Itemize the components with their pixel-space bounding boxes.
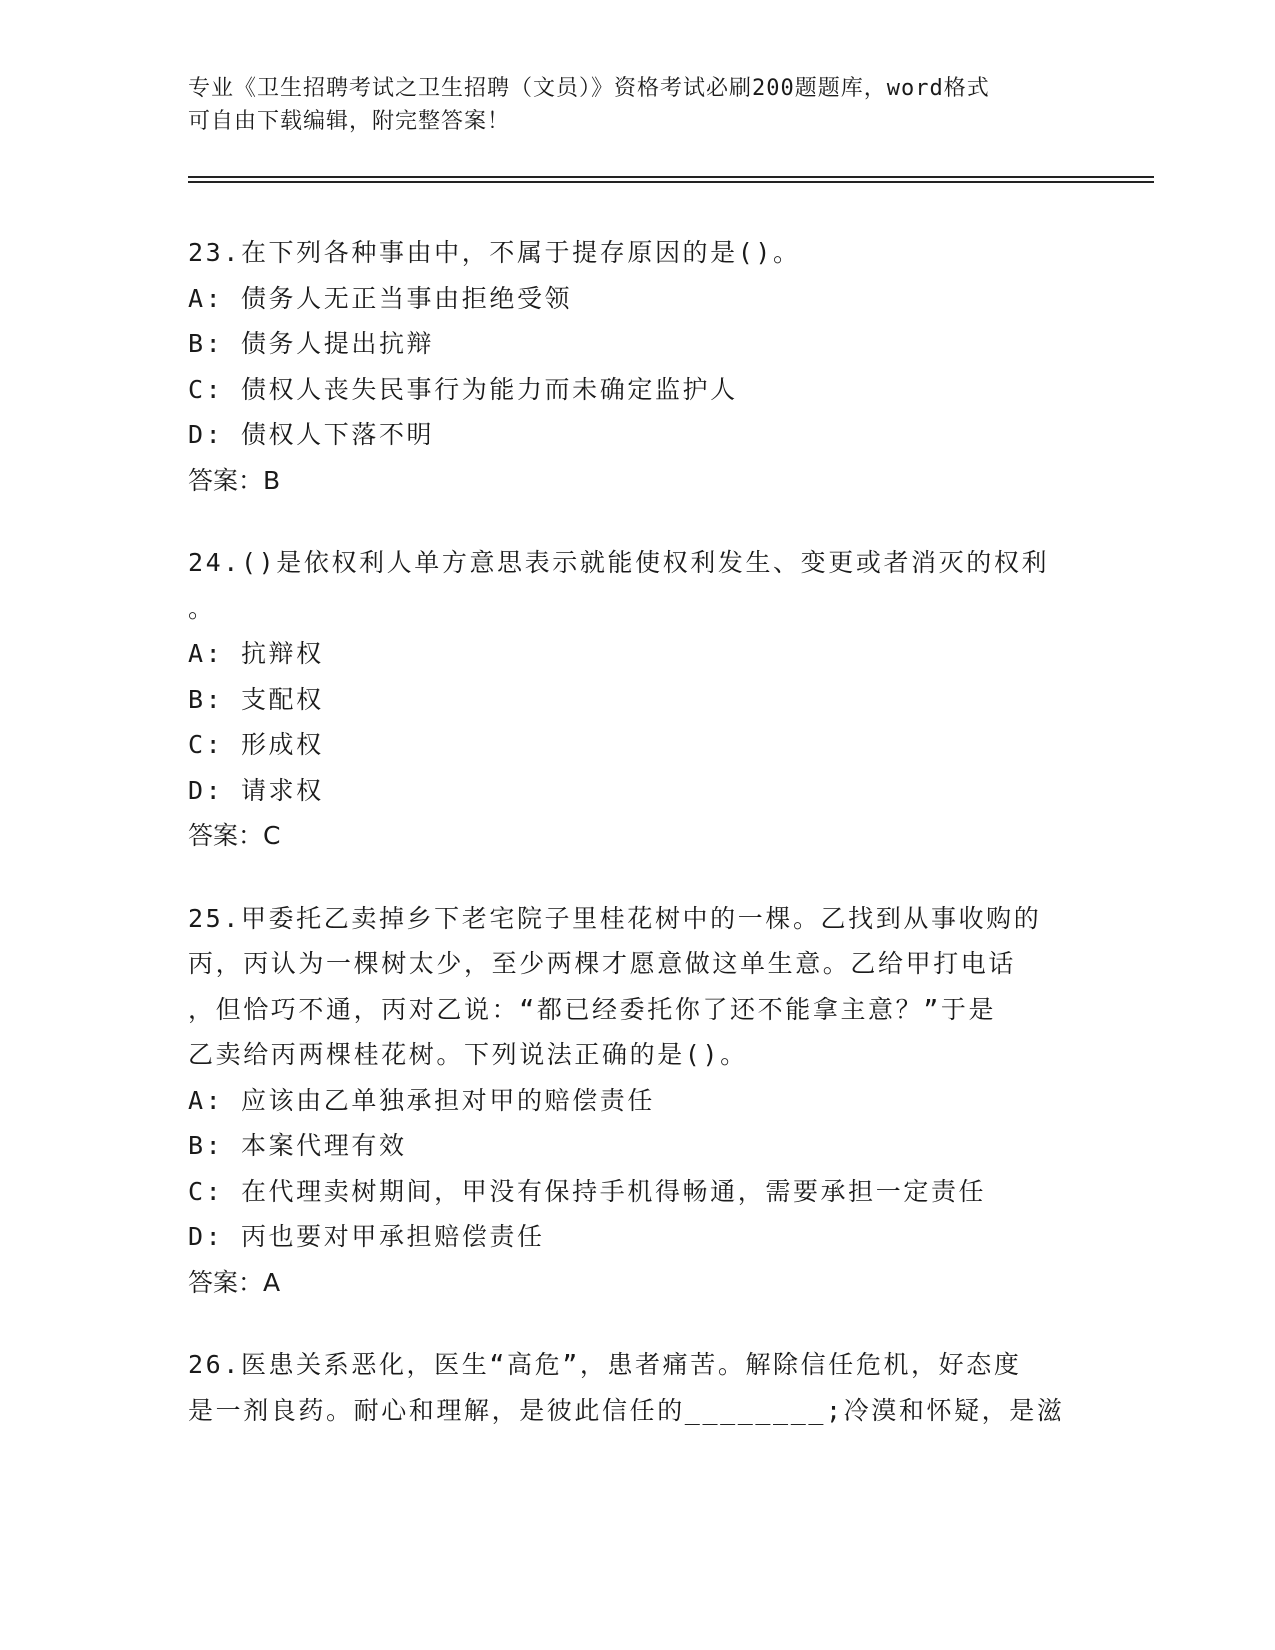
header-divider [188, 181, 1154, 183]
option-d: D: 请求权 [188, 775, 324, 805]
option-c: C: 形成权 [188, 730, 324, 759]
question-26 [188, 1342, 1088, 1433]
option-a: A: 应该由乙单独承担对甲的赔偿责任 [188, 1085, 655, 1115]
question-stem: 。 [188, 593, 216, 623]
option-b: B: 支配权 [188, 684, 324, 714]
header-divider [188, 176, 1154, 178]
header-line: 可自由下载编辑，附完整答案！ [188, 109, 511, 134]
question-stem: ，但恰巧不通，丙对乙说：“都已经委托你了还不能拿主意？”于是 [188, 994, 997, 1024]
option-c: C: 债权人丧失民事行为能力而未确定监护人 [188, 374, 738, 404]
question-25 [188, 896, 1088, 1306]
option-a: A: 抗辩权 [188, 639, 324, 668]
option-c: C: 在代理卖树期间，甲没有保持手机得畅通，需要承担一定责任 [188, 1176, 987, 1206]
option-b: B: 债务人提出抗辩 [188, 329, 435, 358]
question-23 [188, 230, 1088, 503]
question-stem: 25.甲委托乙卖掉乡下老宅院子里桂花树中的一棵。乙找到从事收购的 [188, 903, 1042, 933]
question-stem: 丙，丙认为一棵树太少，至少两棵才愿意做这单生意。乙给甲打电话 [188, 949, 1017, 978]
question-stem: 26.医患关系恶化，医生“高危”，患者痛苦。解除信任危机，好态度 [188, 1350, 1022, 1379]
question-stem: 乙卖给丙两棵桂花树。下列说法正确的是()。 [188, 1040, 748, 1069]
header-line: 专业《卫生招聘考试之卫生招聘（文员）》资格考试必刷200题题库，word格式 [188, 76, 990, 101]
answer: 答案：A [188, 1267, 281, 1297]
question-stem: 23.在下列各种事由中，不属于提存原因的是()。 [188, 238, 801, 267]
option-d: D: 债权人下落不明 [188, 420, 435, 449]
question-list [188, 230, 1088, 1470]
answer: 答案：C [188, 821, 281, 850]
question-stem: 是一剂良药。耐心和理解，是彼此信任的________;冷漠和怀疑，是滋 [188, 1395, 1065, 1425]
answer: 答案：B [188, 465, 281, 495]
document-header [188, 72, 1068, 138]
option-b: B: 本案代理有效 [188, 1131, 407, 1160]
question-stem: 24.()是依权利人单方意思表示就能使权利发生、变更或者消灭的权利 [188, 548, 1050, 577]
option-d: D: 丙也要对甲承担赔偿责任 [188, 1222, 545, 1251]
option-a: A: 债务人无正当事由拒绝受领 [188, 283, 573, 313]
question-24 [188, 540, 1088, 859]
